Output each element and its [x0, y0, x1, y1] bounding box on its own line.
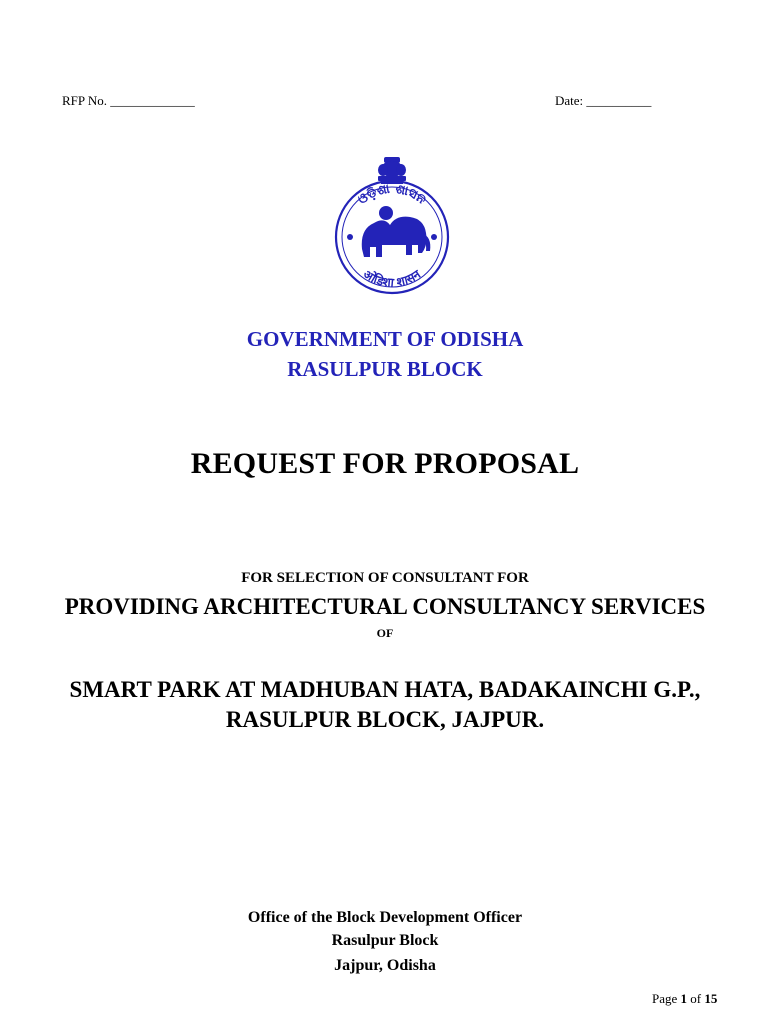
emblem-top-text: ଓଡ଼ିଶା ଶାସନ	[355, 181, 429, 208]
svg-text:ओडिशा शासन	[361, 266, 424, 289]
svg-text:ଓଡ଼ିଶା ଶାସନ	[355, 182, 429, 208]
rfp-number-field: RFP No. _____________	[62, 93, 195, 108]
emblem-bottom-text: ओडिशा शासन	[360, 266, 424, 290]
page-of: of	[690, 991, 702, 1006]
project-title-line1: SMART PARK AT MADHUBAN HATA, BADAKAINCHI G.P.,	[69, 677, 701, 702]
block-name: RASULPUR BLOCK	[287, 357, 483, 381]
of-connector: OF	[376, 626, 394, 640]
government-name: GOVERNMENT OF ODISHA	[246, 327, 524, 351]
date-field: Date: __________	[555, 93, 652, 108]
office-line2: Rasulpur Block	[331, 932, 439, 949]
page-number	[652, 991, 717, 1007]
odisha-emblem-logo	[326, 153, 458, 295]
service-title: PROVIDING ARCHITECTURAL CONSULTANCY SERVICES	[64, 594, 706, 619]
document-title: REQUEST FOR PROPOSAL	[190, 447, 580, 480]
office-line1: Office of the Block Development Officer	[247, 909, 523, 926]
page-current: 1	[680, 991, 688, 1006]
page-label: Page	[652, 991, 678, 1006]
selection-line: FOR SELECTION OF CONSULTANT FOR	[241, 570, 529, 586]
office-line3: Jajpur, Odisha	[334, 957, 436, 974]
project-title-line2: RASULPUR BLOCK, JAJPUR.	[225, 707, 545, 732]
page-total: 15	[704, 991, 718, 1006]
